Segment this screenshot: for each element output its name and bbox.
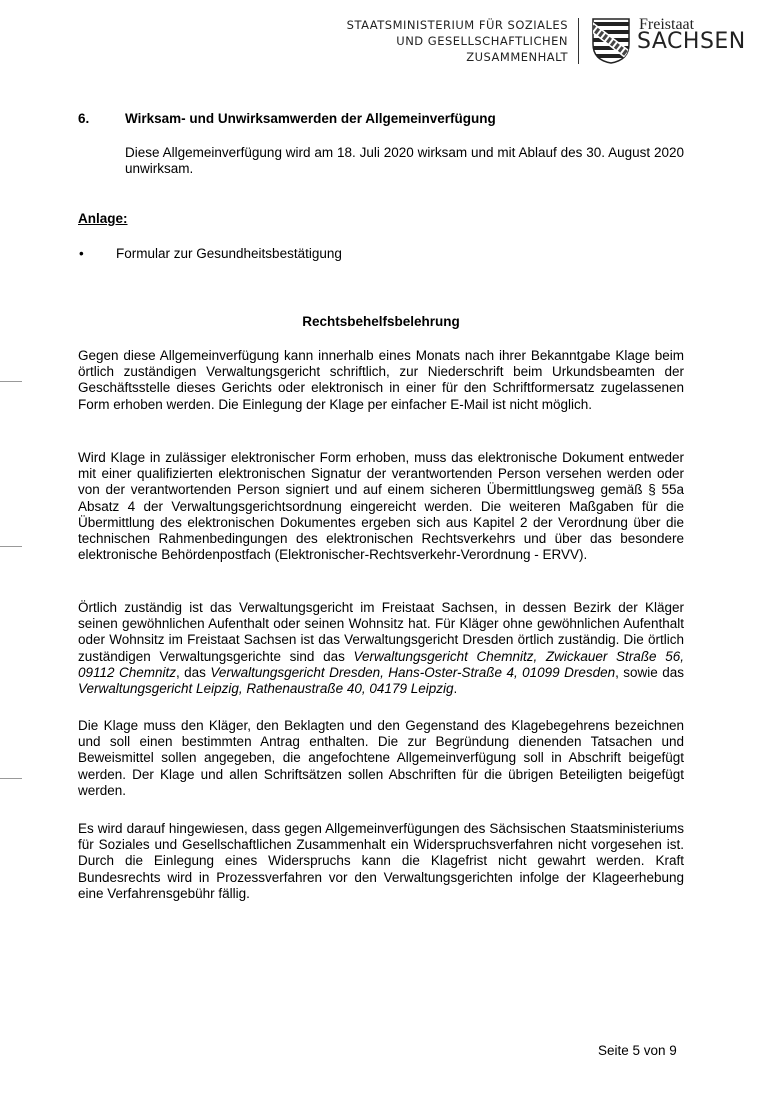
logo-sachsen: SACHSEN (637, 29, 746, 54)
paragraph-4: Die Klage muss den Kläger, den Beklagten und den Gegenstand des Klagebegehrens bezeichnen und soll einen bestimmten Antrag enthalten. Die zur Begründung dienenden Tatsachen und Beweismittel sollen angegeben, die angefochtene Allgemeinverfügung soll in Abschrift beigefügt werden. Der Klage und allen Schriftsätzen sollen Abschriften für die übrigen Beteiligten beigefügt werden. (78, 718, 684, 798)
paragraph-3 (78, 600, 684, 697)
margin-tick (0, 546, 22, 547)
paragraph-5: Es wird darauf hingewiesen, dass gegen Allgemeinverfügungen des Sächsischen Staatsministeriums für Soziales und Gesellschaftlichen Zusammenhalt ein Widerspruchsverfahren nicht vorgesehen ist. Durch die Einlegung eines Widerspruchs kann die Klagefrist nicht gewahrt werden. Kraft Bundesrechts wird in Prozessverfahren vor den Verwaltungsgerichten infolge der Klageerhebung eine Verfahrensgebühr fällig. (78, 821, 684, 901)
section-number: 6. (78, 111, 90, 126)
anlage-heading: Anlage: (78, 211, 128, 226)
ministry-line-2: UND GESELLSCHAFTLICHEN (396, 34, 568, 48)
section-title: Wirksam- und Unwirksamwerden der Allgemeinverfügung (125, 111, 496, 126)
margin-tick (0, 778, 22, 779)
paragraph-3-text-b: , das (175, 664, 211, 680)
header-divider (578, 18, 579, 64)
paragraph-3-text-c: , sowie das (615, 664, 684, 680)
ministry-line-1: STAATSMINISTERIUM FÜR SOZIALES (346, 18, 568, 32)
anlage-item: Formular zur Gesundheitsbestätigung (116, 246, 342, 261)
margin-tick (0, 381, 22, 382)
paragraph-1: Gegen diese Allgemeinverfügung kann innerhalb eines Monats nach ihrer Bekanntgabe Klage beim örtlich zuständigen Verwaltungsgericht schriftlich, zur Niederschrift beim Urkundsbeamten der Geschäftsstelle dieses Gerichts oder elektronisch in einer für den Schriftformersatz zugelassenen Form erhoben werden. Die Einlegung der Klage per einfacher E-Mail ist nicht möglich. (78, 348, 684, 412)
bullet-marker: • (79, 246, 84, 261)
paragraph-2: Wird Klage in zulässiger elektronischer Form erhoben, muss das elektronische Dokument entweder mit einer qualifizierten elektronischen Signatur der verantwortenden Person versehen werden oder von der verantwortenden Person signiert und auf einem sicheren Übermittlungsweg gemäß § 55a Absatz 4 der Verwaltungsgerichtsordnung eingereicht werden. Die weiteren Maßgaben für die Übermittlung des elektronischen Dokumentes ergeben sich aus Kapitel 2 der Verordnung über die technischen Rahmenbedingungen des elektronischen Rechtsverkehrs und über das besondere elektronische Behördenpostfach (Elektronischer-Rechtsverkehr-Verordnung - ERVV). (78, 450, 684, 563)
court-leipzig: Verwaltungsgericht Leipzig, Rathenaustraße 40, 04179 Leipzig (78, 681, 454, 697)
court-chemnitz: Verwaltungsgericht Chemnitz, Zwickauer Straße 56, 09112 Chemnitz (78, 648, 684, 680)
ministry-line-3: ZUSAMMENHALT (466, 50, 568, 64)
page-number: Seite 5 von 9 (598, 1043, 677, 1058)
saxony-coat-of-arms-icon (592, 18, 630, 64)
logo-freistaat: Freistaat (639, 16, 695, 33)
paragraph-3-text-d: . (453, 681, 458, 697)
ministry-name (347, 17, 568, 65)
section-paragraph: Diese Allgemeinverfügung wird am 18. Juli 2020 wirksam und mit Ablauf des 30. August 2020 unwirksam. (125, 145, 684, 177)
paragraph-3-text-a: Örtlich zuständig ist das Verwaltungsgericht im Freistaat Sachsen, in dessen Bezirk der Kläger seinen gewöhnlichen Aufenthalt oder seinen Wohnsitz hat. Für Kläger ohne gewöhnlichen Aufenthalt oder Wohnsitz im Freistaat Sachsen ist das Verwaltungsgericht Dresden örtlich zuständig. Die örtlich zuständigen Verwaltungsgerichte sind das (78, 600, 684, 664)
court-dresden: Verwaltungsgericht Dresden, Hans-Oster-Straße 4, 01099 Dresden (210, 664, 616, 680)
rechtsbehelf-title: Rechtsbehelfsbelehrung (302, 314, 460, 329)
